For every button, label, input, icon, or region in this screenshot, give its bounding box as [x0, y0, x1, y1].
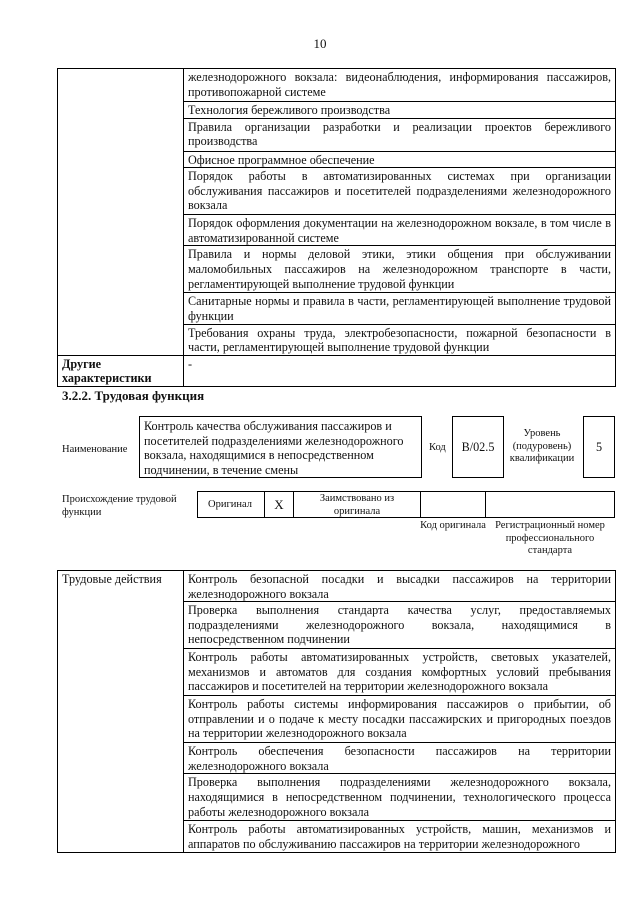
- original-code-cell: [420, 491, 486, 518]
- page-number: 10: [313, 36, 327, 51]
- labor-action-row: Контроль работы автоматизированных устройств, световых указателей, механизмов и автоматов для создания комфортных условий пребывания пассажиров и посетителей на территории железнодорожного вокзала: [184, 649, 616, 696]
- labor-action-row: Контроль безопасной посадки и высадки пассажиров на территории железнодорожного вокзала: [184, 571, 616, 602]
- knowledge-row: Порядок работы в автоматизированных системах при организации обслуживания пассажиров и посетителей подразделениями железнодорожного вокзала: [184, 168, 616, 215]
- level-label: Уровень (подуровень) квалификации: [509, 428, 575, 464]
- section-heading: 3.2.2. Трудовая функция: [62, 388, 205, 403]
- labor-actions-label: Трудовые действия: [58, 571, 184, 853]
- labor-action-row: Контроль работы автоматизированных устройств, машин, механизмов и аппаратов по обслуживанию пассажиров на территории железнодорожного: [184, 821, 616, 852]
- reg-caption: Регистрационный номер профессионального стандарта: [495, 520, 605, 556]
- level-value: 5: [595, 440, 603, 454]
- knowledge-row: Правила организации разработки и реализации проектов бережливого производства: [184, 118, 616, 151]
- knowledge-row: Требования охраны труда, электробезопасности, пожарной безопасности в части, регламентирующей выполнение трудовой функции: [184, 324, 616, 355]
- knowledge-row: Технология бережливого производства: [184, 102, 616, 119]
- knowledge-row: Санитарные нормы и правила в части, регламентирующей выполнение трудовой функции: [184, 293, 616, 324]
- knowledge-row: железнодорожного вокзала: видеонаблюдения, информирования пассажиров, противопожарной системе: [184, 69, 616, 102]
- level-box: [583, 416, 615, 478]
- labor-action-row: Контроль обеспечения безопасности пассажиров на территории железнодорожного вокзала: [184, 743, 616, 774]
- empty-label-cell: [58, 69, 184, 356]
- knowledge-row: Порядок оформления документации на железнодорожном вокзале, в том числе в автоматизированной системе: [184, 215, 616, 246]
- knowledge-row: Офисное программное обеспечение: [184, 151, 616, 168]
- labor-actions-table: [57, 570, 616, 853]
- function-name: Контроль качества обслуживания пассажиров и посетителей подразделениями железнодорожного вокзала, находящимися в непосредственном подчинении, в течение смены: [144, 419, 404, 477]
- knowledge-row: Правила и нормы деловой этики, этики общения при обслуживании маломобильных пассажиров на железнодорожном транспорте в части, регламентирующей выполнение трудовой функции: [184, 246, 616, 293]
- borrowed-label: Заимствовано из оригинала: [319, 493, 395, 517]
- code-caption: Код оригинала: [420, 520, 486, 531]
- function-name-box: [139, 416, 422, 478]
- code-value: B/02.5: [461, 440, 495, 454]
- code-box: [452, 416, 504, 478]
- original-label: Оригинал: [208, 499, 252, 510]
- code-label: Код: [429, 442, 446, 453]
- name-label: Наименование: [62, 444, 128, 455]
- other-characteristics-label: Другие характеристики: [58, 355, 184, 386]
- origin-label: Происхождение трудовой функции: [62, 494, 177, 518]
- labor-action-row: Проверка выполнения стандарта качества услуг, предоставляемых подразделениями железнодорожного вокзала, находящимися в непосредственном подчинении: [184, 602, 616, 649]
- knowledge-table: [57, 68, 616, 387]
- labor-action-row: Контроль работы системы информирования пассажиров о прибытии, об отправлении и о подаче к месту посадки пассажирских и пригородных поездов на территории железнодорожного вокзала: [184, 696, 616, 743]
- original-mark: X: [264, 491, 294, 518]
- other-characteristics-value: -: [184, 355, 616, 386]
- labor-action-row: Проверка выполнения подразделениями железнодорожного вокзала, находящимися в непосредственном подчинении, технологического процесса работы железнодорожного вокзала: [184, 774, 616, 821]
